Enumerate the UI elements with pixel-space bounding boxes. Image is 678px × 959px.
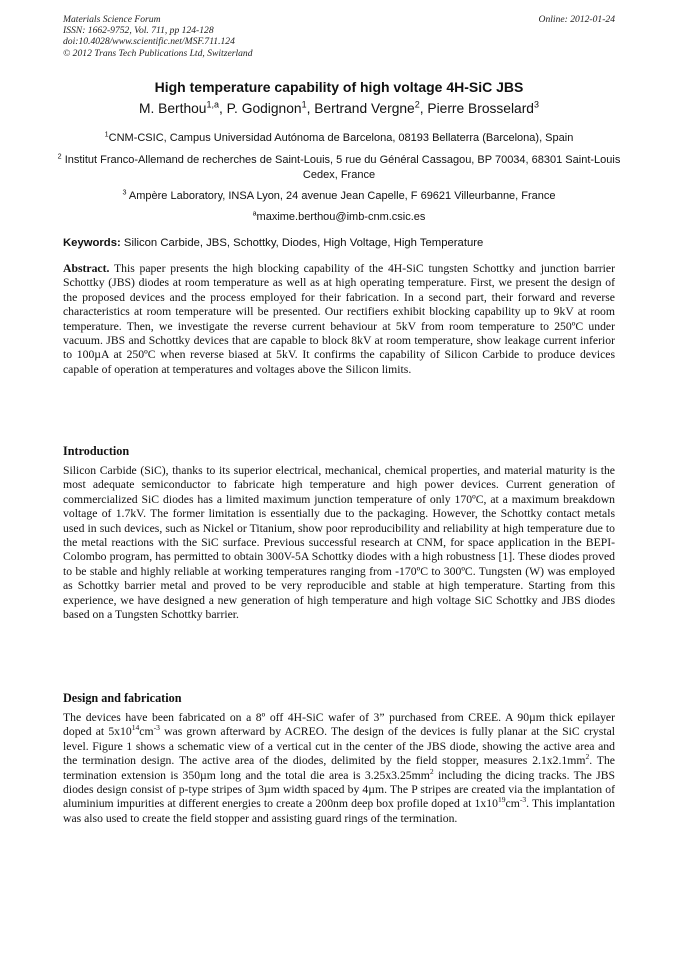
corresponding-email — [40, 210, 638, 225]
abstract-text: This paper presents the high blocking capability of the 4H-SiC tungsten Schottky and junction barrier Schottky (JBS) diodes at room temperature as well as at high operating temperature. First, we present the design of the proposed devices and the process employed for their fabrication. In a second part, their forward and reverse characteristics at room temperature will be presented. Our rectifiers exhibit blocking capability up to 9kV at room temperature. Then, we investigate the reverse current behaviour at 5kV from room temperature to 250ºC under vacuum. JBS and Schottky devices that are capable to block 8kV at room temperature, show leakage current inferior to 100µA at 250ºC when reverse biased at 5kV. It confirms the capability of Silicon Carbide to produce devices capable of operation at temperatures and voltages above the Silicon limits. — [63, 262, 615, 376]
author-separator: , — [306, 101, 315, 116]
affiliation-3 — [40, 189, 638, 204]
text-run: cm — [505, 797, 520, 811]
online-date: Online: 2012-01-24 — [538, 14, 615, 25]
author-affiliation-mark: 1 — [301, 99, 307, 110]
section-heading-introduction: Introduction — [63, 444, 130, 458]
paper-title: High temperature capability of high voltage 4H-SiC JBS — [154, 79, 524, 95]
superscript: 14 — [131, 723, 140, 733]
email-mark: a — [252, 209, 257, 218]
doi-line: doi:10.4028/www.scientific.net/MSF.711.124 — [63, 36, 235, 48]
text-run: including the dicing tracks. The JBS diodes design consist of p-type stripes of 3µm width spaced by 4µm. The P stripes are created via the implantation of aluminium impurities at different energies to create a 200nm deep box profile doped at 1x10 — [63, 768, 615, 811]
affiliation-text: CNM-CSIC, Campus Universidad Autónoma de Barcelona, 08193 Bellaterra (Barcelona), Spain — [108, 132, 574, 144]
text-run: . The termination extension is 350µm long and the total die area is 3.25x3.25mm — [63, 754, 615, 782]
section-heading-design: Design and fabrication — [63, 691, 182, 705]
author-name: Bertrand Vergne — [314, 101, 415, 116]
author-separator: , — [218, 101, 227, 116]
issn-line: ISSN: 1662-9752, Vol. 711, pp 124-128 — [63, 25, 214, 37]
keywords-label: Keywords: — [63, 237, 121, 249]
author-name: M. Berthou — [139, 101, 207, 116]
author-separator: , — [419, 101, 428, 116]
author-list — [0, 101, 678, 116]
journal-name: Materials Science Forum — [63, 14, 161, 25]
affiliation-mark: 3 — [122, 188, 127, 197]
keywords-line — [63, 237, 483, 249]
author-name: Pierre Brosselard — [427, 101, 534, 116]
affiliation-text: Ampère Laboratory, INSA Lyon, 24 avenue Jean Capelle, F 69621 Villeurbanne, France — [126, 190, 556, 202]
text-run: was grown afterward by ACREO. The design of the devices is fully planar at the SiC crystal level. Figure 1 shows a schematic view of a vertical cut in the center of the JBS diode, showing the active area and the termination design. The active area of the diodes, delimited by the field stopper, measures 2.1x2.1mm — [63, 725, 616, 768]
email-text: maxime.berthou@imb-cnm.csic.es — [256, 211, 426, 223]
affiliation-1 — [40, 131, 638, 146]
author-affiliation-mark: 3 — [533, 99, 539, 110]
superscript: -3 — [153, 723, 160, 733]
design-paragraph — [63, 711, 615, 826]
superscript: 19 — [497, 795, 506, 805]
superscript: 2 — [585, 752, 590, 762]
affiliation-mark: 1 — [104, 130, 109, 139]
text-run: The devices have been fabricated on a 8º off 4H-SiC wafer of 3” purchased from CREE. A 90µm thick epilayer doped at 5x10 — [63, 711, 615, 739]
affiliation-text: Institut Franco-Allemand de recherches de Saint-Louis, 5 rue du Général Cassagou, BP 70034, 68301 Saint-Louis Cedex, France — [61, 154, 621, 181]
keywords-text: Silicon Carbide, JBS, Schottky, Diodes, High Voltage, High Temperature — [123, 237, 484, 249]
author-name: P. Godignon — [226, 101, 302, 116]
journal-header — [63, 14, 253, 59]
copyright-line: © 2012 Trans Tech Publications Ltd, Switzerland — [63, 47, 253, 59]
text-run: . This implantation was also used to create the field stopper and assisting guard rings of the termination. — [63, 797, 615, 825]
text-run: cm — [139, 725, 154, 739]
abstract-paragraph — [63, 262, 615, 377]
introduction-paragraph: Silicon Carbide (SiC), thanks to its superior electrical, mechanical, chemical properties, and material maturity is the most adequate semiconductor to fabricate high temperature and high power devices. Current generation of commercialized SiC diodes has a limited maximum junction temperature of only 170ºC, at a maximum breakdown voltage of 1.7kV. The former limitation is essentially due to the packaging. However, the Schottky contact metals used in such devices, such as Nickel or Titanium, show poor reproducibility and reliability at high temperature due to the metal reactions with the SiC surface. Previous successful research at CNM, for space application in the BEPI-Colombo program, has permitted to obtain 300V-5A Schottky diodes with a high robustness [1]. These diodes proved to be stable and highly reliable at working temperatures ranging from -170ºC to 300ºC. Tungsten (W) was employed as Schottky barrier metal and proved to be very reproducible and stable at high temperature. Starting from this experience, we have designed a new generation of high temperature and high voltage SiC Schottky and JBS diodes based on a Tungsten Schottky barrier. — [63, 464, 615, 622]
abstract-label: Abstract. — [63, 262, 110, 275]
superscript: 2 — [429, 766, 434, 776]
author-affiliation-mark: 1,a — [206, 99, 219, 110]
affiliation-2 — [40, 153, 638, 182]
superscript: -3 — [519, 795, 527, 805]
affiliation-mark: 2 — [57, 152, 62, 161]
author-affiliation-mark: 2 — [414, 99, 420, 110]
